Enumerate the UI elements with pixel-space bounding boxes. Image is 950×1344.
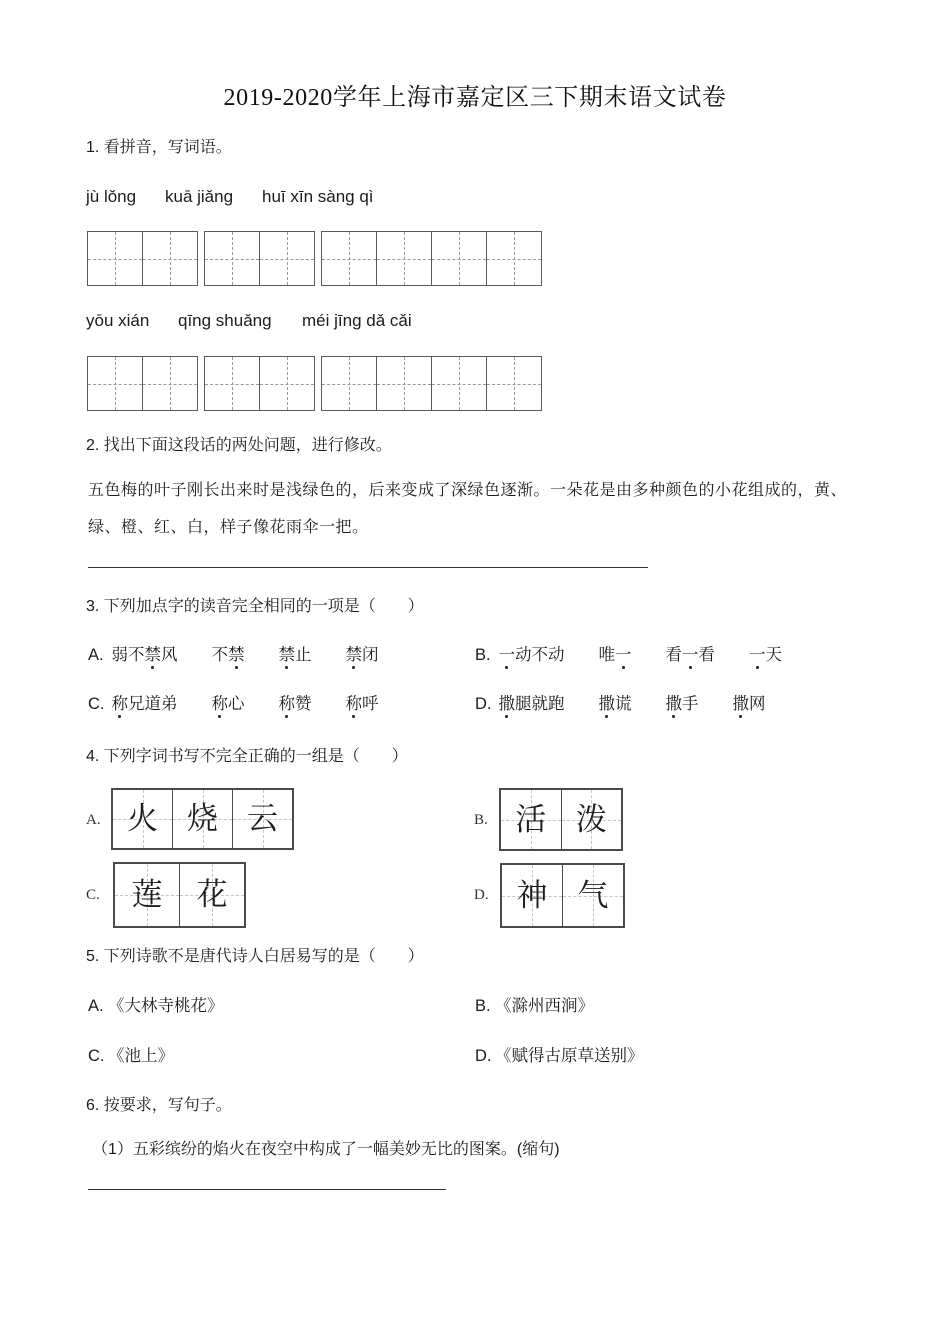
- writing-grid-row: [87, 356, 542, 411]
- pinyin-word: huī xīn sàng qì: [262, 187, 374, 206]
- tianzige-cell: [502, 865, 562, 926]
- tianzige-cell: [88, 357, 142, 410]
- option-word: [499, 694, 565, 714]
- q3-option-a: [88, 645, 413, 665]
- pinyin-word: méi jīng dǎ cǎi: [302, 311, 412, 330]
- word-text: 看: [698, 646, 715, 664]
- q3-option-d: [475, 694, 800, 714]
- tianzige-cell: [431, 232, 486, 285]
- q4-prompt: 4. 下列字词书写不完全正确的一组是（ ）: [86, 748, 408, 765]
- word-text: 唯: [598, 646, 615, 664]
- word-text: 闭: [362, 646, 379, 664]
- pinyin-word: kuā jiǎng: [165, 187, 234, 206]
- tianzige-cell: [376, 357, 431, 410]
- dotted-character: 撒: [498, 695, 515, 713]
- tianzige-cell: [486, 357, 541, 410]
- word-text: 兄道弟: [128, 695, 178, 713]
- option-word: [599, 694, 632, 714]
- word-text: 腿就跑: [515, 695, 565, 713]
- q5-option-c: [88, 1046, 174, 1066]
- word-text: 网: [749, 695, 766, 713]
- option-label: A.: [86, 812, 101, 828]
- tianzige-cell: [376, 232, 431, 285]
- option-label: D.: [475, 1047, 492, 1065]
- option-word: [733, 694, 766, 714]
- q5-option-a: [88, 996, 224, 1016]
- dotted-character: 一: [749, 646, 766, 664]
- pinyin-word: jù lǒng: [86, 187, 137, 206]
- dotted-character: 称: [111, 695, 128, 713]
- word-text: 风: [161, 646, 178, 664]
- writing-grid-row: [87, 231, 542, 286]
- tianzige-cell: [259, 357, 314, 410]
- dotted-character: 称: [345, 695, 362, 713]
- word-text: 止: [295, 646, 312, 664]
- option-word: [499, 645, 565, 665]
- dotted-character: 一: [498, 646, 515, 664]
- option-text: 《大林寺桃花》: [108, 997, 224, 1015]
- dotted-character: 一: [615, 646, 632, 664]
- writing-grid: [204, 356, 315, 411]
- tianzige-cell: [205, 357, 259, 410]
- answer-line: [88, 567, 648, 568]
- handwritten-character: 火: [127, 801, 158, 837]
- word-text: 弱不: [111, 646, 145, 664]
- q4-option-d-image: [500, 863, 625, 928]
- handwritten-character: 云: [247, 801, 278, 837]
- word-text: 心: [228, 695, 245, 713]
- option-label: B.: [474, 812, 488, 828]
- tianzige-cell: [259, 232, 314, 285]
- dotted-character: 一: [682, 646, 699, 664]
- option-word: [212, 694, 245, 714]
- option-word: [666, 694, 699, 714]
- option-label: C.: [86, 887, 100, 903]
- q6-item: （1）五彩缤纷的焰火在夜空中构成了一幅美妙无比的图案。(缩句): [92, 1141, 560, 1158]
- option-word: [666, 645, 716, 665]
- q5-prompt: 5. 下列诗歌不是唐代诗人白居易写的是（ ）: [86, 948, 424, 965]
- option-word: [279, 645, 312, 665]
- word-text: 谎: [615, 695, 632, 713]
- dotted-character: 称: [278, 695, 295, 713]
- handwritten-character: 花: [196, 877, 228, 913]
- option-word: [599, 645, 632, 665]
- handwritten-character: 烧: [187, 801, 218, 837]
- q4-option-b-image: [499, 788, 623, 851]
- dotted-character: 禁: [278, 646, 295, 664]
- option-label: B.: [475, 646, 491, 664]
- option-word: [212, 645, 245, 665]
- word-text: 不: [211, 646, 228, 664]
- tianzige-cell: [322, 357, 376, 410]
- word-text: 天: [765, 646, 782, 664]
- q3-option-b: [475, 645, 816, 665]
- option-label: D.: [474, 887, 489, 903]
- option-label: A.: [88, 646, 104, 664]
- writing-grid: [204, 231, 315, 286]
- q2-prompt: 2. 找出下面这段话的两处问题，进行修改。: [86, 437, 392, 454]
- option-label: D.: [475, 695, 492, 713]
- answer-line: [88, 1189, 446, 1190]
- word-text: 呼: [362, 695, 379, 713]
- tianzige-cell: [205, 232, 259, 285]
- dotted-character: 禁: [144, 646, 161, 664]
- tianzige-cell: [172, 790, 232, 848]
- tianzige-cell: [115, 864, 179, 926]
- q3-option-c: [88, 694, 413, 714]
- tianzige-cell: [179, 864, 244, 926]
- tianzige-cell: [88, 232, 142, 285]
- handwritten-character: 莲: [131, 877, 163, 913]
- writing-grid: [321, 356, 542, 411]
- word-text: 赞: [295, 695, 312, 713]
- option-text: 《池上》: [108, 1047, 174, 1065]
- q5-option-d: [475, 1046, 644, 1066]
- q2-passage: 五色梅的叶子刚长出来时是浅绿色的，后来变成了深绿色逐渐。一朵花是由多种颜色的小花组成的，黄、绿、橙、红、白，样子像花雨伞一把。: [88, 482, 848, 536]
- option-label: A.: [88, 997, 104, 1015]
- word-text: 看: [665, 646, 682, 664]
- option-word: [346, 694, 379, 714]
- q5-option-b: [475, 996, 594, 1016]
- writing-grid: [87, 356, 198, 411]
- dotted-character: 禁: [228, 646, 245, 664]
- dotted-character: 撒: [665, 695, 682, 713]
- pinyin-word: qīng shuǎng: [178, 311, 272, 330]
- writing-grid: [321, 231, 542, 286]
- tianzige-cell: [232, 790, 292, 848]
- q4-option-c-image: [113, 862, 246, 928]
- handwritten-character: 泼: [575, 801, 607, 838]
- option-word: [346, 645, 379, 665]
- word-text: 动不动: [515, 646, 565, 664]
- tianzige-cell: [486, 232, 541, 285]
- q3-prompt: 3. 下列加点字的读音完全相同的一项是（ ）: [86, 598, 424, 615]
- tianzige-cell: [142, 232, 197, 285]
- dotted-character: 撒: [598, 695, 615, 713]
- exam-title: 2019-2020学年上海市嘉定区三下期末语文试卷: [223, 85, 727, 111]
- option-label: C.: [88, 1047, 105, 1065]
- handwritten-character: 活: [515, 801, 547, 838]
- tianzige-cell: [431, 357, 486, 410]
- dotted-character: 禁: [345, 646, 362, 664]
- option-label: B.: [475, 997, 491, 1015]
- tianzige-cell: [322, 232, 376, 285]
- option-word: [112, 645, 178, 665]
- q6-prompt: 6. 按要求，写句子。: [86, 1097, 232, 1114]
- q1-prompt: 1. 看拼音，写词语。: [86, 139, 232, 156]
- option-word: [112, 694, 178, 714]
- handwritten-character: 神: [516, 877, 548, 914]
- tianzige-cell: [142, 357, 197, 410]
- option-word: [749, 645, 782, 665]
- dotted-character: 称: [211, 695, 228, 713]
- tianzige-cell: [561, 790, 622, 849]
- tianzige-cell: [501, 790, 561, 849]
- option-label: C.: [88, 695, 105, 713]
- option-text: 《赋得古原草送别》: [495, 1047, 644, 1065]
- tianzige-cell: [562, 865, 623, 926]
- option-word: [279, 694, 312, 714]
- q4-option-a-image: [111, 788, 294, 850]
- handwritten-character: 气: [577, 877, 609, 914]
- word-text: 手: [682, 695, 699, 713]
- dotted-character: 撒: [732, 695, 749, 713]
- tianzige-cell: [113, 790, 172, 848]
- writing-grid: [87, 231, 198, 286]
- option-text: 《滁州西涧》: [495, 997, 594, 1015]
- pinyin-word: yōu xián: [86, 311, 150, 330]
